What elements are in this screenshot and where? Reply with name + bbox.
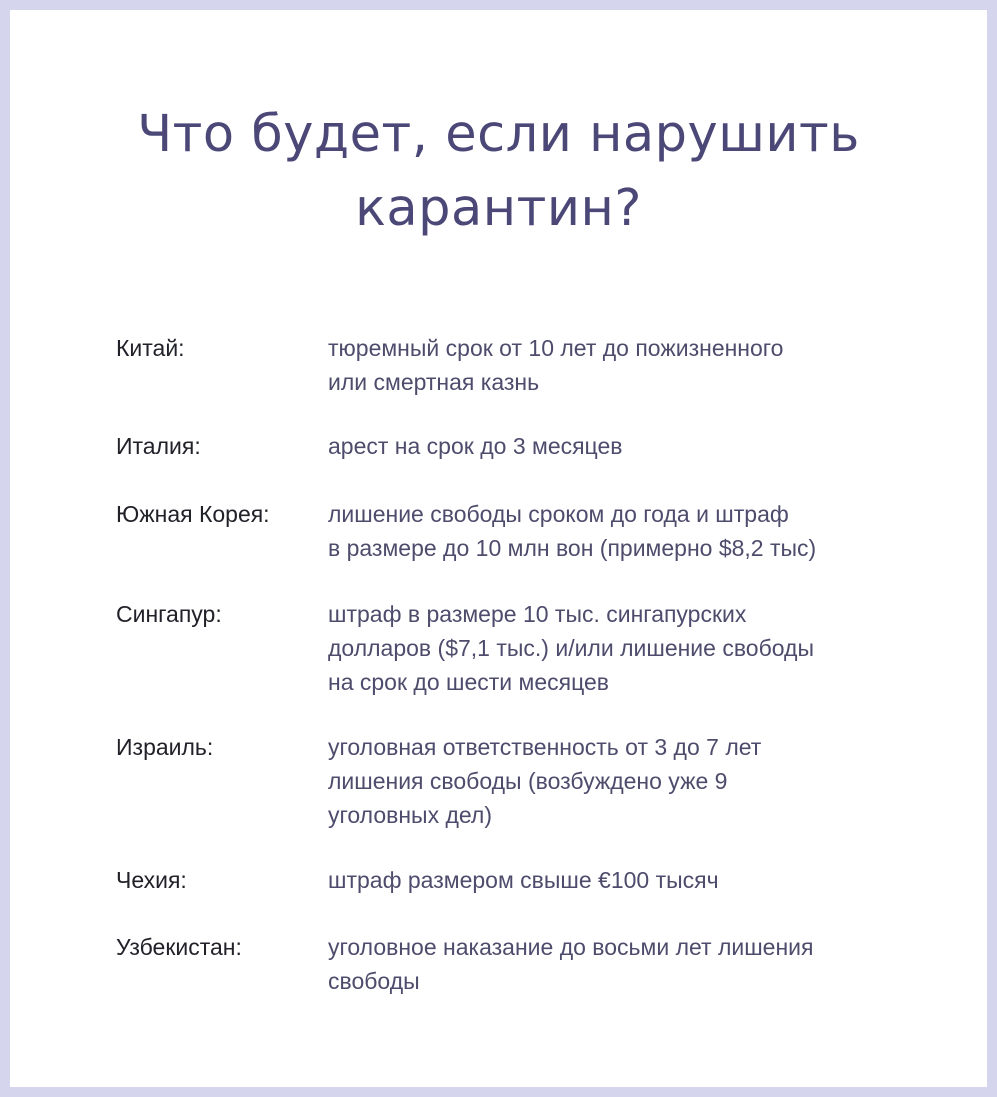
- penalty-text: [328, 730, 908, 832]
- country-label: Италия:: [116, 433, 201, 459]
- penalty-line: арест на срок до 3 месяцев: [328, 433, 623, 459]
- penalty-list: [10, 10, 987, 1087]
- penalty-line: на срок до шести месяцев: [328, 669, 610, 695]
- penalty-text: [328, 497, 908, 565]
- title-line-1: Что будет, если нарушить: [137, 105, 860, 164]
- penalty-line: или смертная казнь: [328, 369, 540, 395]
- country-label: Израиль:: [116, 734, 214, 760]
- country-label: Южная Корея:: [116, 501, 270, 527]
- title-line-2: карантин?: [355, 179, 642, 238]
- penalty-line: в размере до 10 млн вон (примерно $8,2 тыс): [328, 535, 817, 561]
- penalty-line: свободы: [328, 968, 420, 994]
- penalty-text: [328, 331, 908, 399]
- country-label: Чехия:: [116, 867, 187, 893]
- penalty-line: долларов ($7,1 тыс.) и/или лишение свободы: [328, 635, 814, 661]
- penalty-line: уголовная ответственность от 3 до 7 лет: [328, 734, 762, 760]
- penalty-line: уголовное наказание до восьми лет лишения: [328, 934, 814, 960]
- penalty-line: лишения свободы (возбуждено уже 9: [328, 768, 728, 794]
- penalty-text: [328, 863, 908, 897]
- country-label: Китай:: [116, 335, 185, 361]
- penalty-line: тюремный срок от 10 лет до пожизненного: [328, 335, 784, 361]
- country-label: Узбекистан:: [116, 934, 242, 960]
- penalty-text: [328, 597, 908, 699]
- penalty-line: уголовных дел): [328, 802, 493, 828]
- penalty-line: лишение свободы сроком до года и штраф: [328, 501, 789, 527]
- penalty-text: [328, 429, 908, 463]
- penalty-line: штраф в размере 10 тыс. сингапурских: [328, 601, 747, 627]
- country-label: Сингапур:: [116, 601, 222, 627]
- penalty-text: [328, 930, 908, 998]
- penalty-line: штраф размером свыше €100 тысяч: [328, 867, 719, 893]
- infographic-card: [10, 10, 987, 1087]
